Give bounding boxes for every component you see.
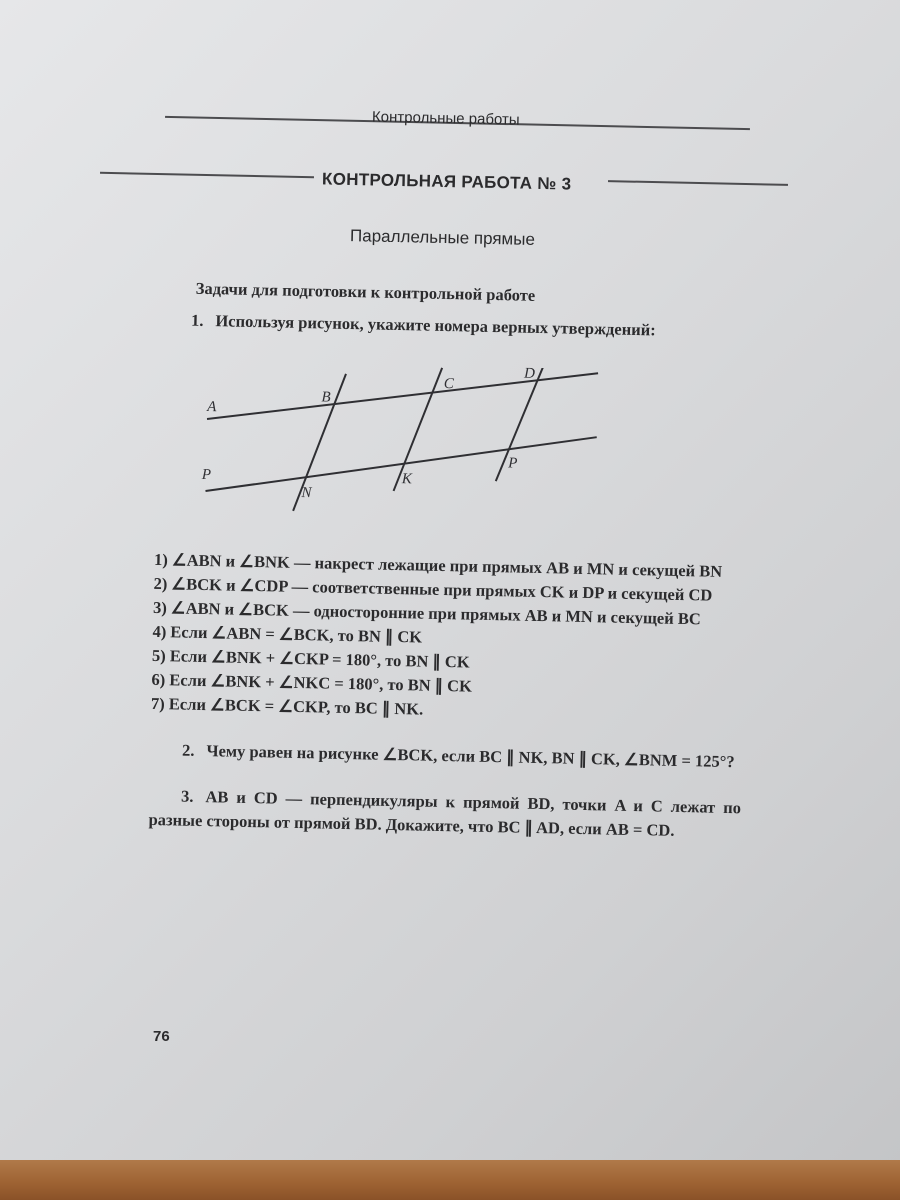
label-p-left: P: [201, 466, 212, 484]
label-a: A: [207, 399, 217, 416]
label-d: D: [523, 365, 536, 382]
task-3-number: 3.: [180, 786, 194, 806]
label-n: N: [301, 485, 312, 502]
task-1: [159, 308, 751, 344]
label-c: C: [443, 375, 454, 393]
secant-dp: [496, 363, 544, 482]
task-2-text: Чему равен на рисунке ∠BCK, если BC ∥ NK, BN ∥ CK, ∠BNM = 125°?: [206, 741, 735, 772]
test-title: КОНТРОЛЬНАЯ РАБОТА № 3: [321, 169, 572, 194]
running-header: Контрольные работы: [371, 108, 520, 129]
page-number: 76: [153, 1028, 170, 1045]
statements-list: [151, 548, 746, 728]
section-heading: Задачи для подготовки к контрольной работе: [195, 278, 536, 305]
statement-4: 4) Если ∠ABN = ∠BCK, то BN ∥ CK: [152, 621, 423, 647]
task-2-number: 2.: [181, 740, 195, 760]
statement-6: 6) Если ∠BNK + ∠NKC = 180°, то BN ∥ CK: [151, 669, 473, 696]
label-b: B: [321, 389, 331, 406]
secant-ck: [394, 367, 443, 492]
statement-5: 5) Если ∠BNK + ∠CKP = 180°, то BN ∥ CK: [151, 645, 470, 672]
title-rule-right: [608, 180, 788, 186]
line-mn: [206, 429, 597, 502]
statement-3: 3) ∠ABN и ∠BCK — односторонние при прямых AB и MN и секущей BC: [152, 597, 701, 629]
task-3-text: AB и CD — перпендикуляры к прямой BD, точки A и C лежат по разные стороны от прямой BD. Докажите, что BC ∥ AD, если AB = CD.: [148, 787, 742, 840]
task-1-number: 1.: [190, 310, 204, 330]
table-surface: [0, 1160, 900, 1200]
topic-subtitle: Параллельные прямые: [349, 226, 536, 249]
statement-2: 2) ∠BCK и ∠CDP — соответственные при прямых CK и DP и секущей CD: [153, 573, 713, 605]
title-rule-left: [100, 172, 314, 178]
parallel-lines-diagram: [195, 361, 618, 530]
task-1-text: Используя рисунок, укажите номера верных утверждений:: [215, 311, 656, 340]
statement-7: 7) Если ∠BCK = ∠CKP, то BC ∥ NK.: [150, 693, 424, 719]
page-content: [148, 276, 752, 844]
label-k: K: [401, 471, 412, 488]
statement-1: 1) ∠ABN и ∠BNK — накрест лежащие при прямых AB и MN и секущей BN: [153, 549, 723, 581]
label-p-right: P: [507, 455, 518, 472]
